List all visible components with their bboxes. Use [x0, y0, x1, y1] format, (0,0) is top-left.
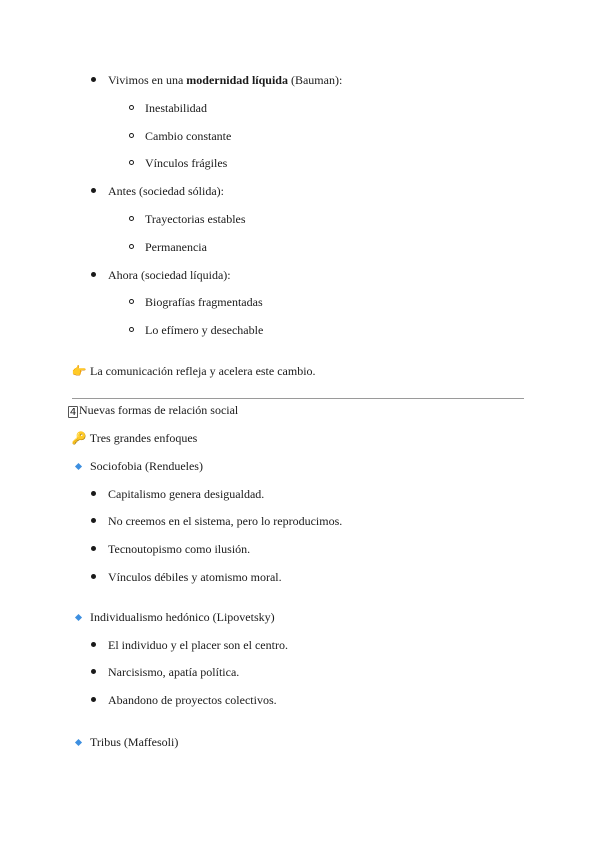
intro-text-bold: modernidad líquida	[186, 73, 288, 87]
sub-bullet-icon	[129, 105, 134, 110]
bullet-icon	[91, 546, 96, 551]
approach-title: Individualismo hedónico (Lipovetsky)	[90, 610, 275, 624]
list-item: Capitalismo genera desigualdad.	[108, 487, 265, 501]
approach-title: Tribus (Maffesoli)	[90, 735, 179, 749]
bullet-icon	[91, 697, 96, 702]
modernity-intro	[108, 73, 342, 87]
key-icon: 🔑	[71, 431, 87, 445]
sub-bullet-icon	[129, 133, 134, 138]
sub-bullet-icon	[129, 244, 134, 249]
sub-bullet-icon	[129, 160, 134, 165]
bullet-icon	[91, 669, 96, 674]
list-item-ahora: Ahora (sociedad líquida):	[108, 268, 231, 282]
section-divider	[72, 398, 524, 399]
list-item: Vínculos frágiles	[145, 156, 228, 170]
bullet-icon	[91, 77, 96, 82]
bullet-icon	[91, 642, 96, 647]
keycap-four-icon: 4	[69, 407, 77, 418]
approach-title: Sociofobia (Rendueles)	[90, 459, 203, 473]
sub-bullet-icon	[129, 299, 134, 304]
bullet-icon	[91, 574, 96, 579]
list-item: Cambio constante	[145, 129, 232, 143]
bullet-icon	[91, 188, 96, 193]
section-heading	[68, 403, 238, 418]
list-item: Inestabilidad	[145, 101, 207, 115]
communication-note	[71, 364, 316, 378]
subheading	[71, 431, 197, 445]
bullet-icon	[91, 491, 96, 496]
sub-bullet-icon	[129, 216, 134, 221]
note-text: La comunicación refleja y acelera este cambio.	[90, 364, 316, 378]
list-item: El individuo y el placer son el centro.	[108, 638, 288, 652]
list-item: Vínculos débiles y atomismo moral.	[108, 570, 282, 584]
intro-text-post: (Bauman):	[287, 73, 343, 87]
section-heading-text: Nuevas formas de relación social	[79, 403, 239, 417]
list-item: Trayectorias estables	[145, 212, 246, 226]
list-item: Tecnoutopismo como ilusión.	[108, 542, 251, 556]
list-item: Narcisismo, apatía política.	[108, 665, 240, 679]
bullet-icon	[91, 518, 96, 523]
pointing-hand-icon: 👉	[71, 364, 87, 378]
list-item-antes: Antes (sociedad sólida):	[108, 184, 224, 198]
diamond-bullet-icon	[75, 463, 82, 470]
diamond-bullet-icon	[75, 614, 82, 621]
list-item: No creemos en el sistema, pero lo reproducimos.	[108, 514, 343, 528]
sub-bullet-icon	[129, 327, 134, 332]
subheading-text: Tres grandes enfoques	[89, 431, 198, 445]
list-item: Lo efímero y desechable	[145, 323, 264, 337]
list-item: Permanencia	[145, 240, 207, 254]
diamond-bullet-icon	[75, 739, 82, 746]
intro-text-pre: Vivimos en una	[108, 73, 187, 87]
bullet-icon	[91, 272, 96, 277]
list-item: Biografías fragmentadas	[145, 295, 263, 309]
list-item: Abandono de proyectos colectivos.	[108, 693, 277, 707]
